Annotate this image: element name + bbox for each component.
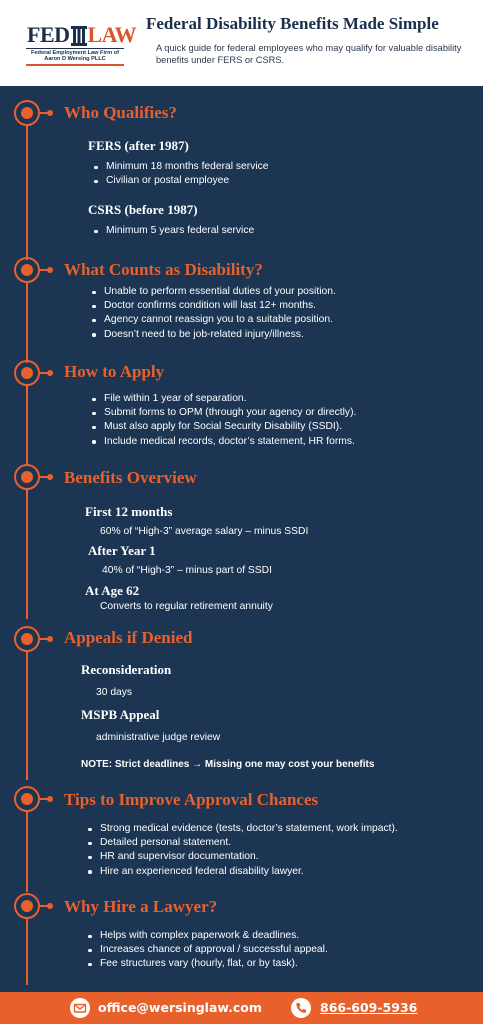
page-title: Federal Disability Benefits Made Simple xyxy=(146,14,439,33)
section-marker-icon xyxy=(14,626,40,652)
section-title-who-qualifies: Who Qualifies? xyxy=(64,103,177,122)
list-item: Hire an experienced federal disability lawyer. xyxy=(86,865,398,879)
mspb-appeal-text: administrative judge review xyxy=(96,732,221,743)
list-item: Agency cannot reassign you to a suitable position. xyxy=(90,313,336,327)
section-marker-icon xyxy=(14,257,40,283)
list-item: Unable to perform essential duties of your position. xyxy=(90,285,336,299)
logo-word-fed: FED xyxy=(27,22,70,47)
after-year-1-text: 40% of “High-3” – minus part of SSDI xyxy=(102,565,272,576)
first-12-months-heading: First 12 months xyxy=(85,504,173,519)
reconsideration-text: 30 days xyxy=(96,687,133,698)
after-year-1-heading: After Year 1 xyxy=(88,543,156,558)
at-age-62-heading: At Age 62 xyxy=(85,583,140,598)
page-subtitle: A quick guide for federal employees who may qualify for valuable disability benefits under FERS or CSRS. xyxy=(156,43,462,65)
at-age-62-text: Converts to regular retirement annuity xyxy=(100,601,273,612)
timeline-line xyxy=(26,386,28,466)
logo-word-law: LAW xyxy=(87,22,137,47)
timeline-line xyxy=(26,490,28,619)
timeline-line xyxy=(26,919,28,985)
section-dot-icon xyxy=(47,267,53,273)
section-dot-icon xyxy=(47,636,53,642)
list-item: Submit forms to OPM (through your agency or directly). xyxy=(90,406,356,420)
section-dot-icon xyxy=(47,903,53,909)
list-item: Strong medical evidence (tests, doctor’s statement, work impact). xyxy=(86,822,398,836)
list-item: Must also apply for Social Security Disability (SSDI). xyxy=(90,420,356,434)
fers-list xyxy=(92,160,269,188)
list-item: Doctor confirms condition will last 12+ months. xyxy=(90,299,336,313)
timeline-line xyxy=(26,283,28,363)
section-title-disability: What Counts as Disability? xyxy=(64,260,263,279)
section-dot-icon xyxy=(47,796,53,802)
logo-subtitle-1: Federal Employment Law Firm of xyxy=(31,50,119,56)
lawyer-list xyxy=(86,929,328,972)
apply-list xyxy=(90,392,356,449)
phone-icon xyxy=(291,998,311,1018)
tips-list xyxy=(86,822,398,879)
phone-link[interactable]: 866-609-5936 xyxy=(320,1000,418,1015)
disability-list xyxy=(90,285,336,342)
header xyxy=(0,0,483,86)
email-icon xyxy=(70,998,90,1018)
section-marker-icon xyxy=(14,360,40,386)
reconsideration-heading: Reconsideration xyxy=(81,662,172,677)
section-dot-icon xyxy=(47,370,53,376)
list-item: Detailed personal statement. xyxy=(86,836,398,850)
timeline-line xyxy=(26,652,28,780)
section-marker-icon xyxy=(14,464,40,490)
section-marker-icon xyxy=(14,100,40,126)
deadline-note: NOTE: Strict deadlines → Missing one may cost your benefits xyxy=(81,759,375,770)
list-item: Minimum 18 months federal service xyxy=(92,160,269,174)
section-marker-icon xyxy=(14,893,40,919)
section-dot-icon xyxy=(47,110,53,116)
logo-subtitle-2: Aaron D Wersing PLLC xyxy=(44,56,106,62)
csrs-heading: CSRS (before 1987) xyxy=(88,202,198,217)
email-link[interactable]: office@wersinglaw.com xyxy=(98,1000,262,1015)
contact-footer xyxy=(0,992,483,1024)
list-item: Civilian or postal employee xyxy=(92,174,269,188)
fers-heading: FERS (after 1987) xyxy=(88,138,189,153)
list-item: Include medical records, doctor’s statement, HR forms. xyxy=(90,435,356,449)
list-item: Minimum 5 years federal service xyxy=(92,224,254,238)
list-item: Doesn’t need to be job-related injury/illness. xyxy=(90,328,336,342)
section-title-appeals: Appeals if Denied xyxy=(64,628,193,647)
fedlaw-logo[interactable] xyxy=(22,24,140,70)
logo-accent-rule xyxy=(26,64,124,66)
logo-divider xyxy=(26,48,124,49)
content-panel xyxy=(0,86,483,992)
mspb-appeal-heading: MSPB Appeal xyxy=(81,707,160,722)
list-item: Fee structures vary (hourly, flat, or by task). xyxy=(86,957,328,971)
first-12-months-text: 60% of “High-3” average salary – minus SSDI xyxy=(100,526,309,537)
list-item: HR and supervisor documentation. xyxy=(86,850,398,864)
section-title-how-to-apply: How to Apply xyxy=(64,362,165,381)
list-item: File within 1 year of separation. xyxy=(90,392,356,406)
list-item: Helps with complex paperwork & deadlines. xyxy=(86,929,328,943)
pillar-icon xyxy=(71,26,87,46)
csrs-list xyxy=(92,224,254,238)
timeline-line xyxy=(26,126,28,260)
section-marker-icon xyxy=(14,786,40,812)
list-item: Increases chance of approval / successful appeal. xyxy=(86,943,328,957)
timeline-line xyxy=(26,812,28,892)
section-dot-icon xyxy=(47,474,53,480)
section-title-tips: Tips to Improve Approval Chances xyxy=(64,790,319,809)
section-title-benefits: Benefits Overview xyxy=(64,468,197,487)
logo-wordmark xyxy=(27,24,136,46)
section-title-why-hire-lawyer: Why Hire a Lawyer? xyxy=(64,897,218,916)
